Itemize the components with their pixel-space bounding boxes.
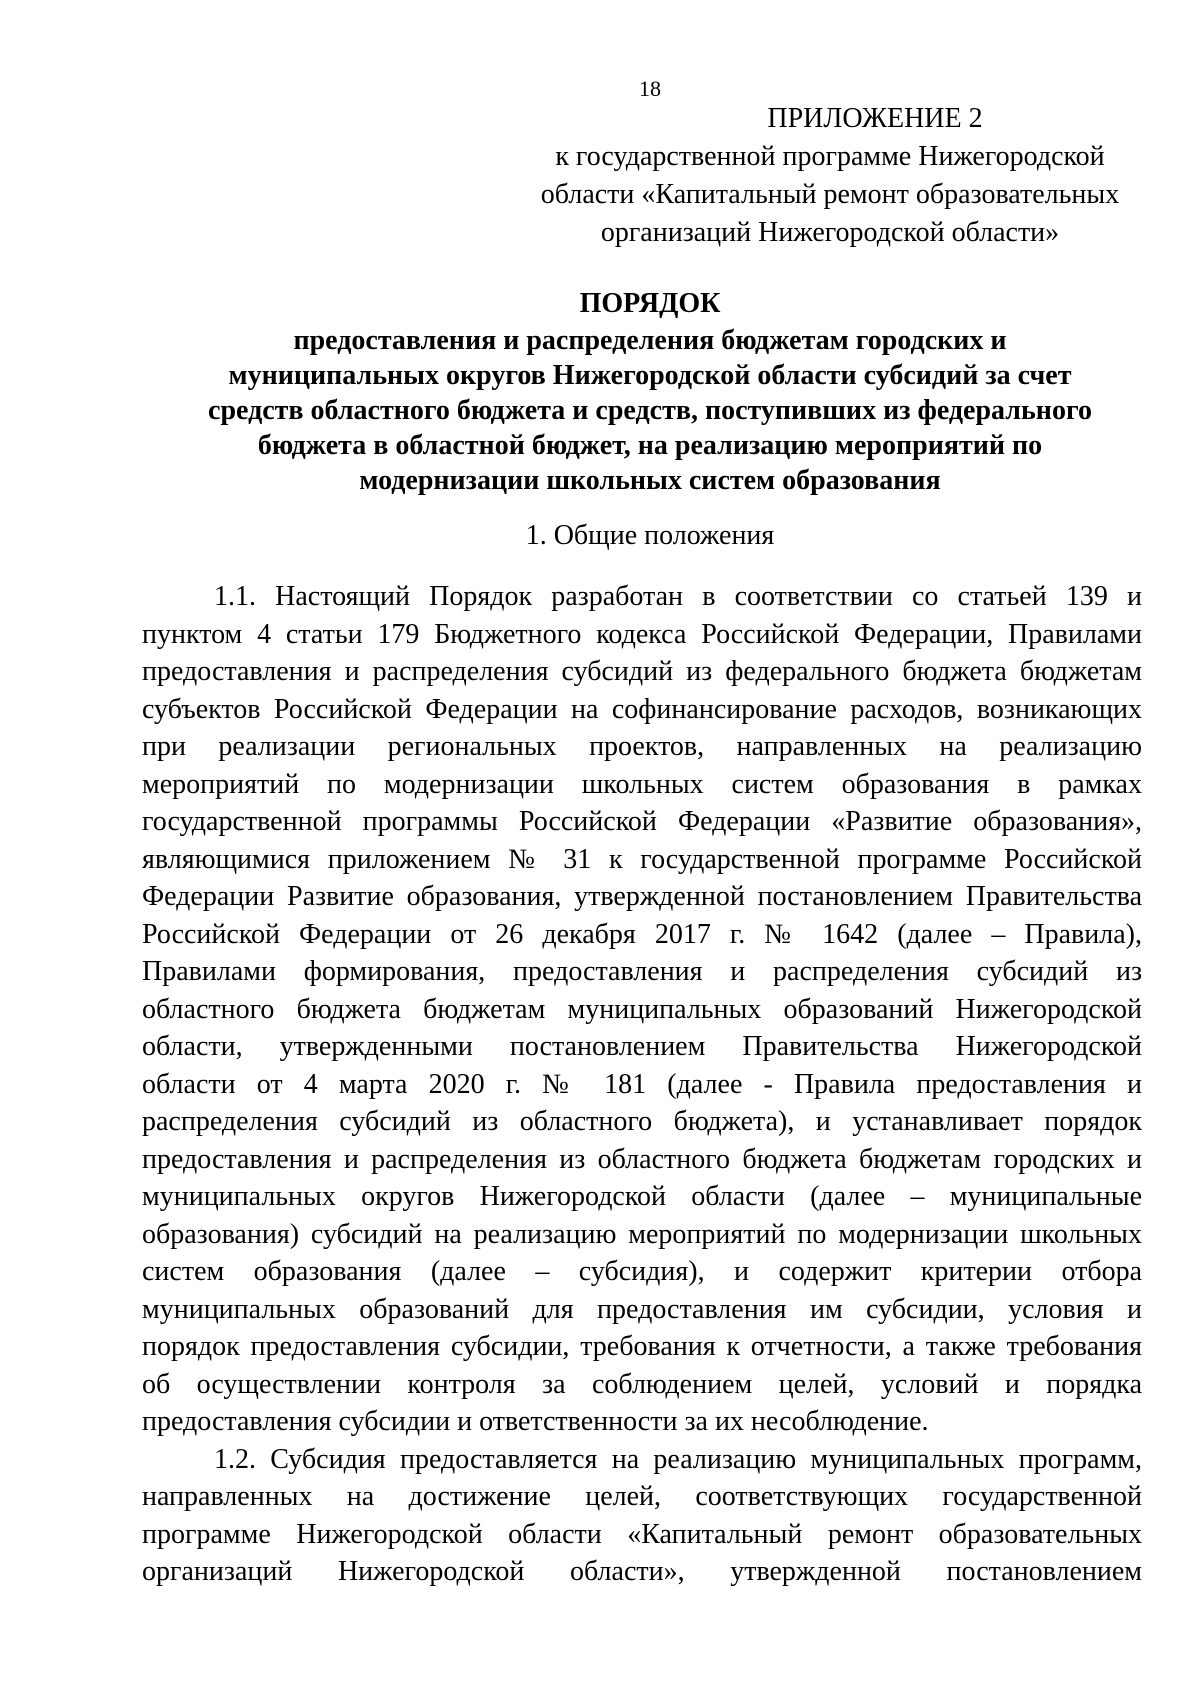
- document-subtitle-line: муниципальных округов Нижегородской области субсидий за счет: [228, 360, 1072, 391]
- paragraph-line: 1.1. Настоящий Порядок разработан в соответствии со статьей 139 и: [214, 581, 1142, 612]
- paragraph-line: являющимися приложением № 31 к государственной программе Российской: [142, 843, 1142, 875]
- paragraph-line: порядок предоставления субсидии, требования к отчетности, а также требования: [142, 1331, 1142, 1362]
- paragraph-line: организаций Нижегородской области», утвержденной постановлением: [142, 1556, 1142, 1587]
- section-title: 1. Общие положения: [525, 520, 775, 551]
- document-subtitle-line: предоставления и распределения бюджетам городских и: [293, 325, 1007, 356]
- paragraph-line: областного бюджета бюджетам муниципальных образований Нижегородской: [142, 993, 1142, 1025]
- appendix-title: ПРИЛОЖЕНИЕ 2: [767, 103, 983, 134]
- paragraph: [142, 578, 1142, 1441]
- paragraph-line: области, утвержденными постановлением Правительства Нижегородской: [142, 1031, 1142, 1062]
- document-title: ПОРЯДОК: [579, 288, 721, 319]
- paragraph-line: при реализации региональных проектов, направленных на реализацию: [142, 731, 1142, 762]
- paragraph-line: муниципальных образований для предоставления им субсидии, условия и: [142, 1293, 1142, 1325]
- paragraph-line: об осуществлении контроля за соблюдением целей, условий и порядка: [142, 1368, 1142, 1400]
- paragraph-line: систем образования (далее – субсидия), и содержит критерии отбора: [142, 1256, 1142, 1287]
- document-subtitle-line: бюджета в областной бюджет, на реализацию мероприятий по: [257, 430, 1043, 461]
- paragraph-line: государственной программы Российской Федерации «Развитие образования»,: [142, 806, 1142, 837]
- paragraph-line: 1.2. Субсидия предоставляется на реализацию муниципальных программ,: [214, 1443, 1142, 1475]
- document-subtitle-line: средств областного бюджета и средств, поступивших из федерального: [208, 395, 1092, 426]
- document-subtitle-line: модернизации школьных систем образования: [359, 465, 941, 496]
- paragraph-line: предоставления субсидии и ответственности за их несоблюдение.: [142, 1406, 929, 1437]
- paragraph-line: направленных на достижение целей, соответствующих государственной: [142, 1481, 1142, 1512]
- paragraph: [142, 1441, 1142, 1591]
- paragraph-line: субъектов Российской Федерации на софинансирование расходов, возникающих: [142, 693, 1142, 725]
- paragraph-line: программе Нижегородской области «Капитальный ремонт образовательных: [142, 1518, 1142, 1550]
- appendix-line: организаций Нижегородской области»: [600, 217, 1060, 248]
- document-heading: [150, 286, 1150, 498]
- paragraph-line: мероприятий по модернизации школьных систем образования в рамках: [142, 768, 1142, 800]
- paragraph-line: предоставления и распределения из областного бюджета бюджетам городских и: [142, 1143, 1142, 1175]
- appendix-line: к государственной программе Нижегородской: [555, 141, 1105, 172]
- paragraph-line: пунктом 4 статьи 179 Бюджетного кодекса Российской Федерации, Правилами: [142, 618, 1142, 650]
- paragraph-line: предоставления и распределения субсидий из федерального бюджета бюджетам: [142, 656, 1142, 687]
- paragraph-line: Федерации Развитие образования, утвержденной постановлением Правительства: [142, 881, 1142, 912]
- appendix-line: области «Капитальный ремонт образовательных: [540, 179, 1120, 210]
- paragraph-line: Российской Федерации от 26 декабря 2017 г. № 1642 (далее – Правила),: [142, 918, 1142, 950]
- appendix-header: [520, 100, 1140, 252]
- paragraph-line: распределения субсидий из областного бюджета), и устанавливает порядок: [142, 1106, 1142, 1137]
- page-number: 18: [639, 76, 661, 101]
- paragraph-line: образования) субсидий на реализацию мероприятий по модернизации школьных: [142, 1218, 1142, 1250]
- paragraph-line: муниципальных округов Нижегородской области (далее – муниципальные: [142, 1181, 1142, 1212]
- paragraph-line: Правилами формирования, предоставления и распределения субсидий из: [142, 956, 1142, 987]
- body-text: [142, 578, 1142, 1591]
- paragraph-line: области от 4 марта 2020 г. № 181 (далее - Правила предоставления и: [142, 1068, 1142, 1100]
